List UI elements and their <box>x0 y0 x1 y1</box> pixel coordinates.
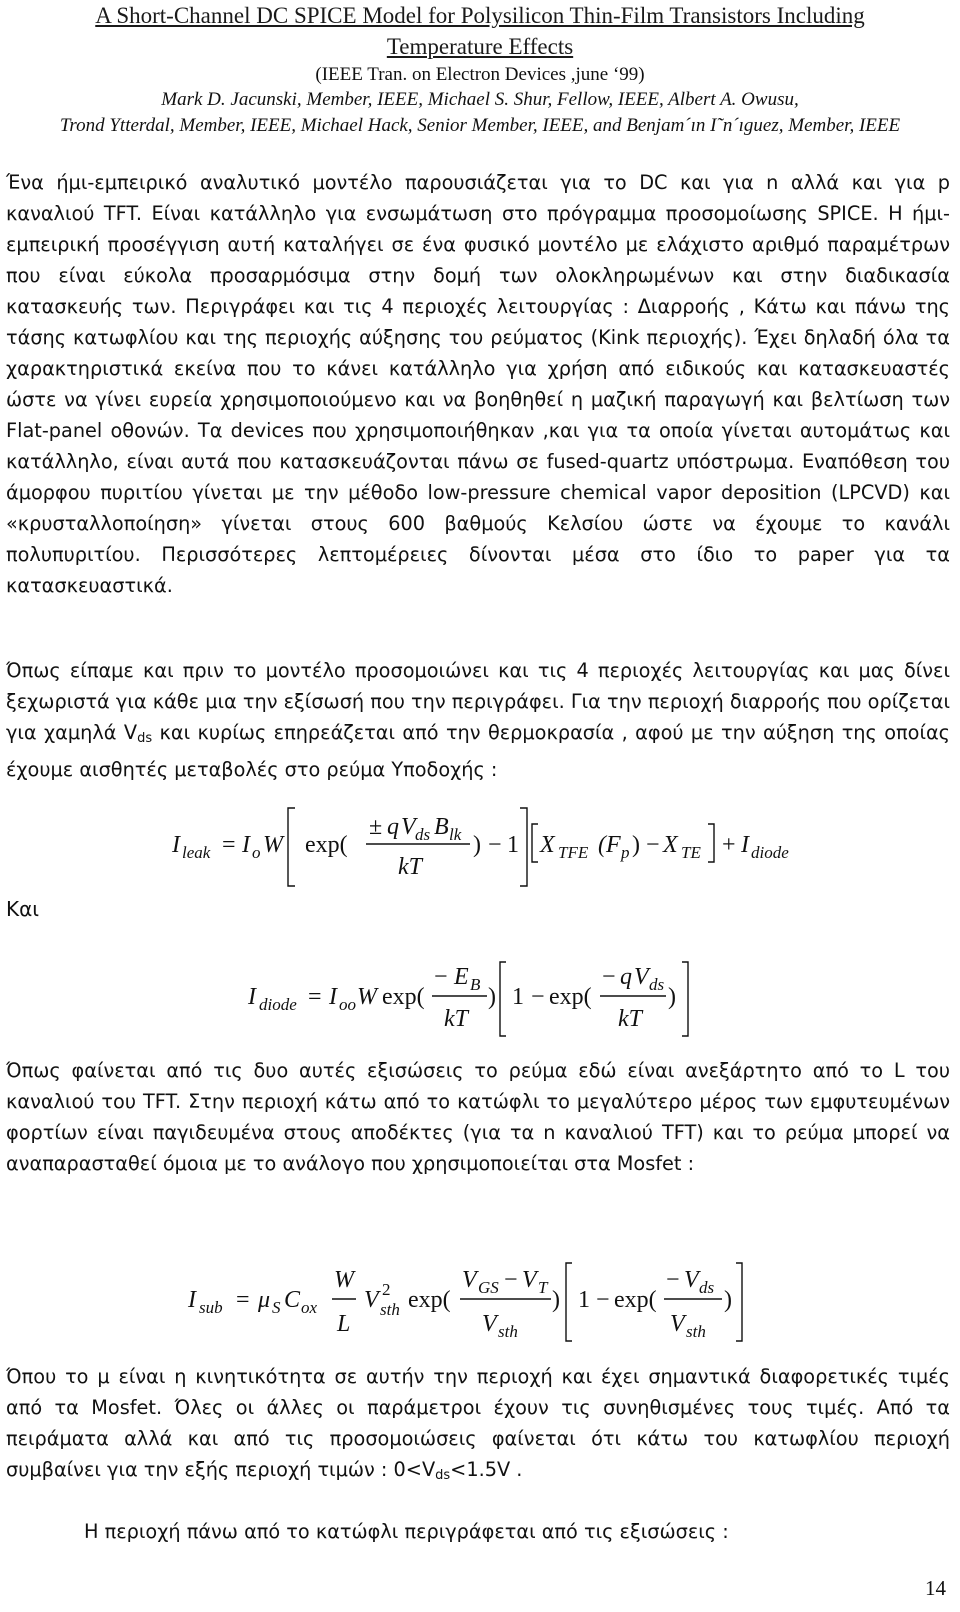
eq-subscript: oo <box>339 995 356 1014</box>
eq-subscript: ds <box>415 825 431 844</box>
subscript-ds: ds <box>137 731 153 746</box>
eq-symbol: W <box>263 832 283 858</box>
eq-operator: = <box>308 984 322 1010</box>
eq-symbol: V <box>634 964 649 990</box>
paper-title-line-2: Temperature Effects <box>386 34 574 59</box>
eq-operator: − <box>531 984 545 1010</box>
eq-operator: − <box>596 1287 610 1313</box>
eq-paren: ) <box>488 984 496 1010</box>
eq-operator: ± <box>369 814 383 840</box>
paragraph-text: Όπως είπαμε και πριν το μοντέλο προσομοιώνει και τις 4 περιοχές λειτουργίας και μας δίνει ξεχωριστά για κάθε μια την εξίσωσή που την περιγράφει. Για την περιοχή διαρροής που ορίζεται για χαμηλά V <box>6 659 950 744</box>
eq-symbol: kT <box>398 854 422 880</box>
bracket-right <box>736 1263 742 1341</box>
eq-symbol: (F <box>598 832 621 858</box>
eq-symbol: q <box>387 814 399 840</box>
eq-symbol: W <box>357 984 377 1010</box>
eq-symbol: q <box>620 964 632 990</box>
eq-function: exp( <box>305 832 348 858</box>
paragraph-text: Η περιοχή πάνω από το κατώφλι περιγράφεται από τις εξισώσεις : <box>84 1520 729 1543</box>
eq-subscript: S <box>272 1298 281 1317</box>
equation-diode-svg <box>244 952 714 1042</box>
paper-header <box>0 0 960 139</box>
authors-line-2: Trond Ytterdal, Member, IEEE, Michael Hack, Senior Member, IEEE, and Benjam´ın I˜n´ıguez, Member, IEEE <box>59 115 901 136</box>
eq-symbol: I <box>172 832 180 858</box>
eq-symbol: V <box>670 1311 685 1337</box>
bracket-left <box>500 962 506 1036</box>
eq-symbol: I <box>329 984 337 1010</box>
eq-function: exp( <box>382 984 425 1010</box>
eq-paren: ) <box>632 832 640 858</box>
eq-subscript: TFE <box>558 843 589 862</box>
eq-symbol: I <box>188 1287 196 1313</box>
eq-number: 1 <box>578 1287 590 1313</box>
bracket-left <box>566 1263 572 1341</box>
authors-line-1: Mark D. Jacunski, Member, IEEE, Michael S. Shur, Fellow, IEEE, Albert A. Owusu, <box>161 89 799 110</box>
eq-symbol: B <box>434 814 449 840</box>
eq-symbol: L <box>337 1311 351 1337</box>
paragraph-text: Όπου το μ είναι η κινητικότητα σε αυτήν την περιοχή και έχει σημαντικά διαφορετικές τιμές από τα Mosfet. Όλες οι άλλες οι παράμετροι έχουν τις συνηθισμένες τους τιμές. Από τα πειράματα αλλά και από τις προσομοιώσεις φαίνεται ότι κάτω του κατωφλίου περιοχή συμβαίνει για την εξής περιοχή τιμών : 0<V <box>6 1365 950 1481</box>
eq-subscript: T <box>538 1278 548 1297</box>
paragraph-text: Ένα ήμι-εμπειρικό αναλυτικό μοντέλο παρουσιάζεται για το DC και για n αλλά και για p καναλιού TFT. Είναι κατάλληλο για ενσωμάτωση στο πρόγραμμα προσομοίωσης SPICE. Η ήμι-εμπειρική προσέγγιση αυτή καταλήγει σε ένα φυσικό μοντέλο με ελάχιστο αριθμό παραμέτρων που είναι εύκολα προσαρμόσιμα στην δομή των ολοκληρωμένων και στην διαδικασία κατασκευής των. Περιγράφει και τις 4 περιοχές λειτουργίας : Διαρροής , Κάτω και πάνω της τάσης κατωφλίου και της περιοχής αύξησης του ρεύματος (Kink περιοχής). Έχει δηλαδή όλα τα χαρακτηριστικά εκείνα που το κάνει κατάλληλο για χρήση από ειδικούς και κατασκευαστές ώστε να γίνει ευρεία χρησιμοποιούμενο και να βοηθηθεί η μαζική παραγωγή και βελτίωση των Flat-panel οθονών. Τα devices που χρησιμοποιήθηκαν ,και για τα οποία γίνεται αυτομάτως και κατάλληλο, είναι αυτά που κατασκευάζονται πάνω σε fused-quartz υπόστρωμα. Εναπόθεση του άμορφου πυριτίου γίνεται με την μέθοδο low-pressure chemical vapor deposition (LPCVD) και «κρυσταλλοποίηση» γίνεται στους 600 βαθμούς Κελσίου ώστε να έχουμε το κανάλι πολυπυριτίου. Περισσότερες λεπτομέρειες δίνονται μέσα στο ίδιο το paper για τα κατασκευαστικά. <box>6 171 950 597</box>
paragraph-introduction <box>6 167 950 601</box>
eq-function: exp( <box>408 1287 451 1313</box>
eq-symbol: E <box>454 964 469 990</box>
eq-symbol: I <box>248 984 256 1010</box>
equation-diode-current <box>244 952 714 1042</box>
eq-symbol: V <box>522 1267 537 1293</box>
eq-subscript: leak <box>182 843 211 862</box>
eq-symbol: W <box>334 1267 354 1293</box>
eq-symbol: kT <box>444 1006 468 1032</box>
bracket-left <box>288 808 295 886</box>
page-number: 14 <box>925 1576 946 1600</box>
equation-leakage-current <box>170 798 810 888</box>
eq-paren: ) <box>724 1287 732 1313</box>
eq-symbol: V <box>462 1267 477 1293</box>
eq-subscript: diode <box>751 843 789 862</box>
eq-symbol: C <box>284 1287 301 1313</box>
eq-symbol: X <box>540 832 555 858</box>
eq-subscript: p <box>621 843 630 862</box>
eq-subscript: sth <box>380 1300 400 1319</box>
eq-function: exp( <box>614 1287 657 1313</box>
equation-subthreshold-svg <box>186 1255 746 1345</box>
equation-subthreshold-current <box>186 1255 746 1345</box>
paragraph-above-threshold <box>6 1516 950 1547</box>
eq-superscript: 2 <box>382 1280 391 1299</box>
paper-title-line-1: A Short-Channel DC SPICE Model for Polysilicon Thin-Film Transistors Including <box>95 3 865 28</box>
subscript-ds: ds <box>435 1468 451 1483</box>
eq-operator: + <box>722 832 736 858</box>
eq-operator: = <box>222 832 236 858</box>
eq-subscript: ox <box>301 1298 318 1317</box>
eq-subscript: B <box>470 975 481 994</box>
label-kai: Και <box>6 897 40 921</box>
eq-subscript: lk <box>449 825 462 844</box>
eq-number: 1 <box>507 832 519 858</box>
bracket-left <box>532 824 538 862</box>
eq-symbol: μ <box>258 1287 271 1313</box>
eq-subscript: o <box>252 843 261 862</box>
eq-subscript: sub <box>199 1298 223 1317</box>
eq-subscript: sth <box>498 1322 518 1341</box>
eq-subscript: diode <box>259 995 297 1014</box>
eq-symbol: X <box>663 832 678 858</box>
eq-symbol: V <box>364 1287 379 1313</box>
eq-paren: ) <box>552 1287 560 1313</box>
journal-reference: (IEEE Tran. on Electron Devices ,june ‘99) <box>315 64 645 85</box>
bracket-right <box>708 824 714 862</box>
paragraph-subthreshold <box>6 1055 950 1179</box>
eq-operator: − <box>646 832 660 858</box>
eq-operator: − <box>602 964 616 990</box>
eq-symbol: V <box>482 1311 497 1337</box>
paragraph-text: Όπως φαίνεται από τις δυο αυτές εξισώσεις το ρεύμα εδώ είναι ανεξάρτητο από το L του καναλιού του TFT. Στην περιοχή κάτω από το κατώφλι το μεγαλύτερο μέρος των εμφυτευμένων φορτίων είναι παγιδευμένα στους αποδέκτες (για τα n καναλιού TFT) και το ρεύμα μπορεί να αναπαρασταθεί όμοια με το ανάλογο που χρησιμοποιείται στα Mosfet : <box>6 1059 950 1175</box>
paragraph-leakage-region <box>6 655 950 785</box>
eq-subscript: ds <box>649 975 665 994</box>
eq-function: exp( <box>549 984 592 1010</box>
eq-operator: − <box>488 832 502 858</box>
eq-paren: ) <box>473 832 481 858</box>
equation-leakage-svg <box>170 798 810 888</box>
eq-subscript: GS <box>478 1278 499 1297</box>
eq-operator: − <box>504 1267 518 1293</box>
bracket-right <box>520 808 527 886</box>
paragraph-mobility <box>6 1361 950 1491</box>
eq-symbol: kT <box>618 1006 642 1032</box>
paragraph-text: και κυρίως επηρεάζεται από την θερμοκρασία , αφού με την αύξηση της οποίας έχουμε αισθητές μεταβολές στο ρεύμα Υποδοχής : <box>6 721 950 781</box>
eq-subscript: ds <box>699 1278 715 1297</box>
eq-symbol: I <box>741 832 749 858</box>
eq-operator: − <box>434 964 448 990</box>
paragraph-text: <1.5V . <box>450 1458 523 1481</box>
eq-number: 1 <box>512 984 524 1010</box>
eq-symbol: V <box>401 814 416 840</box>
eq-symbol: I <box>242 832 250 858</box>
eq-operator: = <box>236 1287 250 1313</box>
eq-symbol: V <box>684 1267 699 1293</box>
eq-paren: ) <box>668 984 676 1010</box>
bracket-right <box>682 962 688 1036</box>
eq-subscript: TE <box>681 843 701 862</box>
eq-operator: − <box>666 1267 680 1293</box>
eq-subscript: sth <box>686 1322 706 1341</box>
